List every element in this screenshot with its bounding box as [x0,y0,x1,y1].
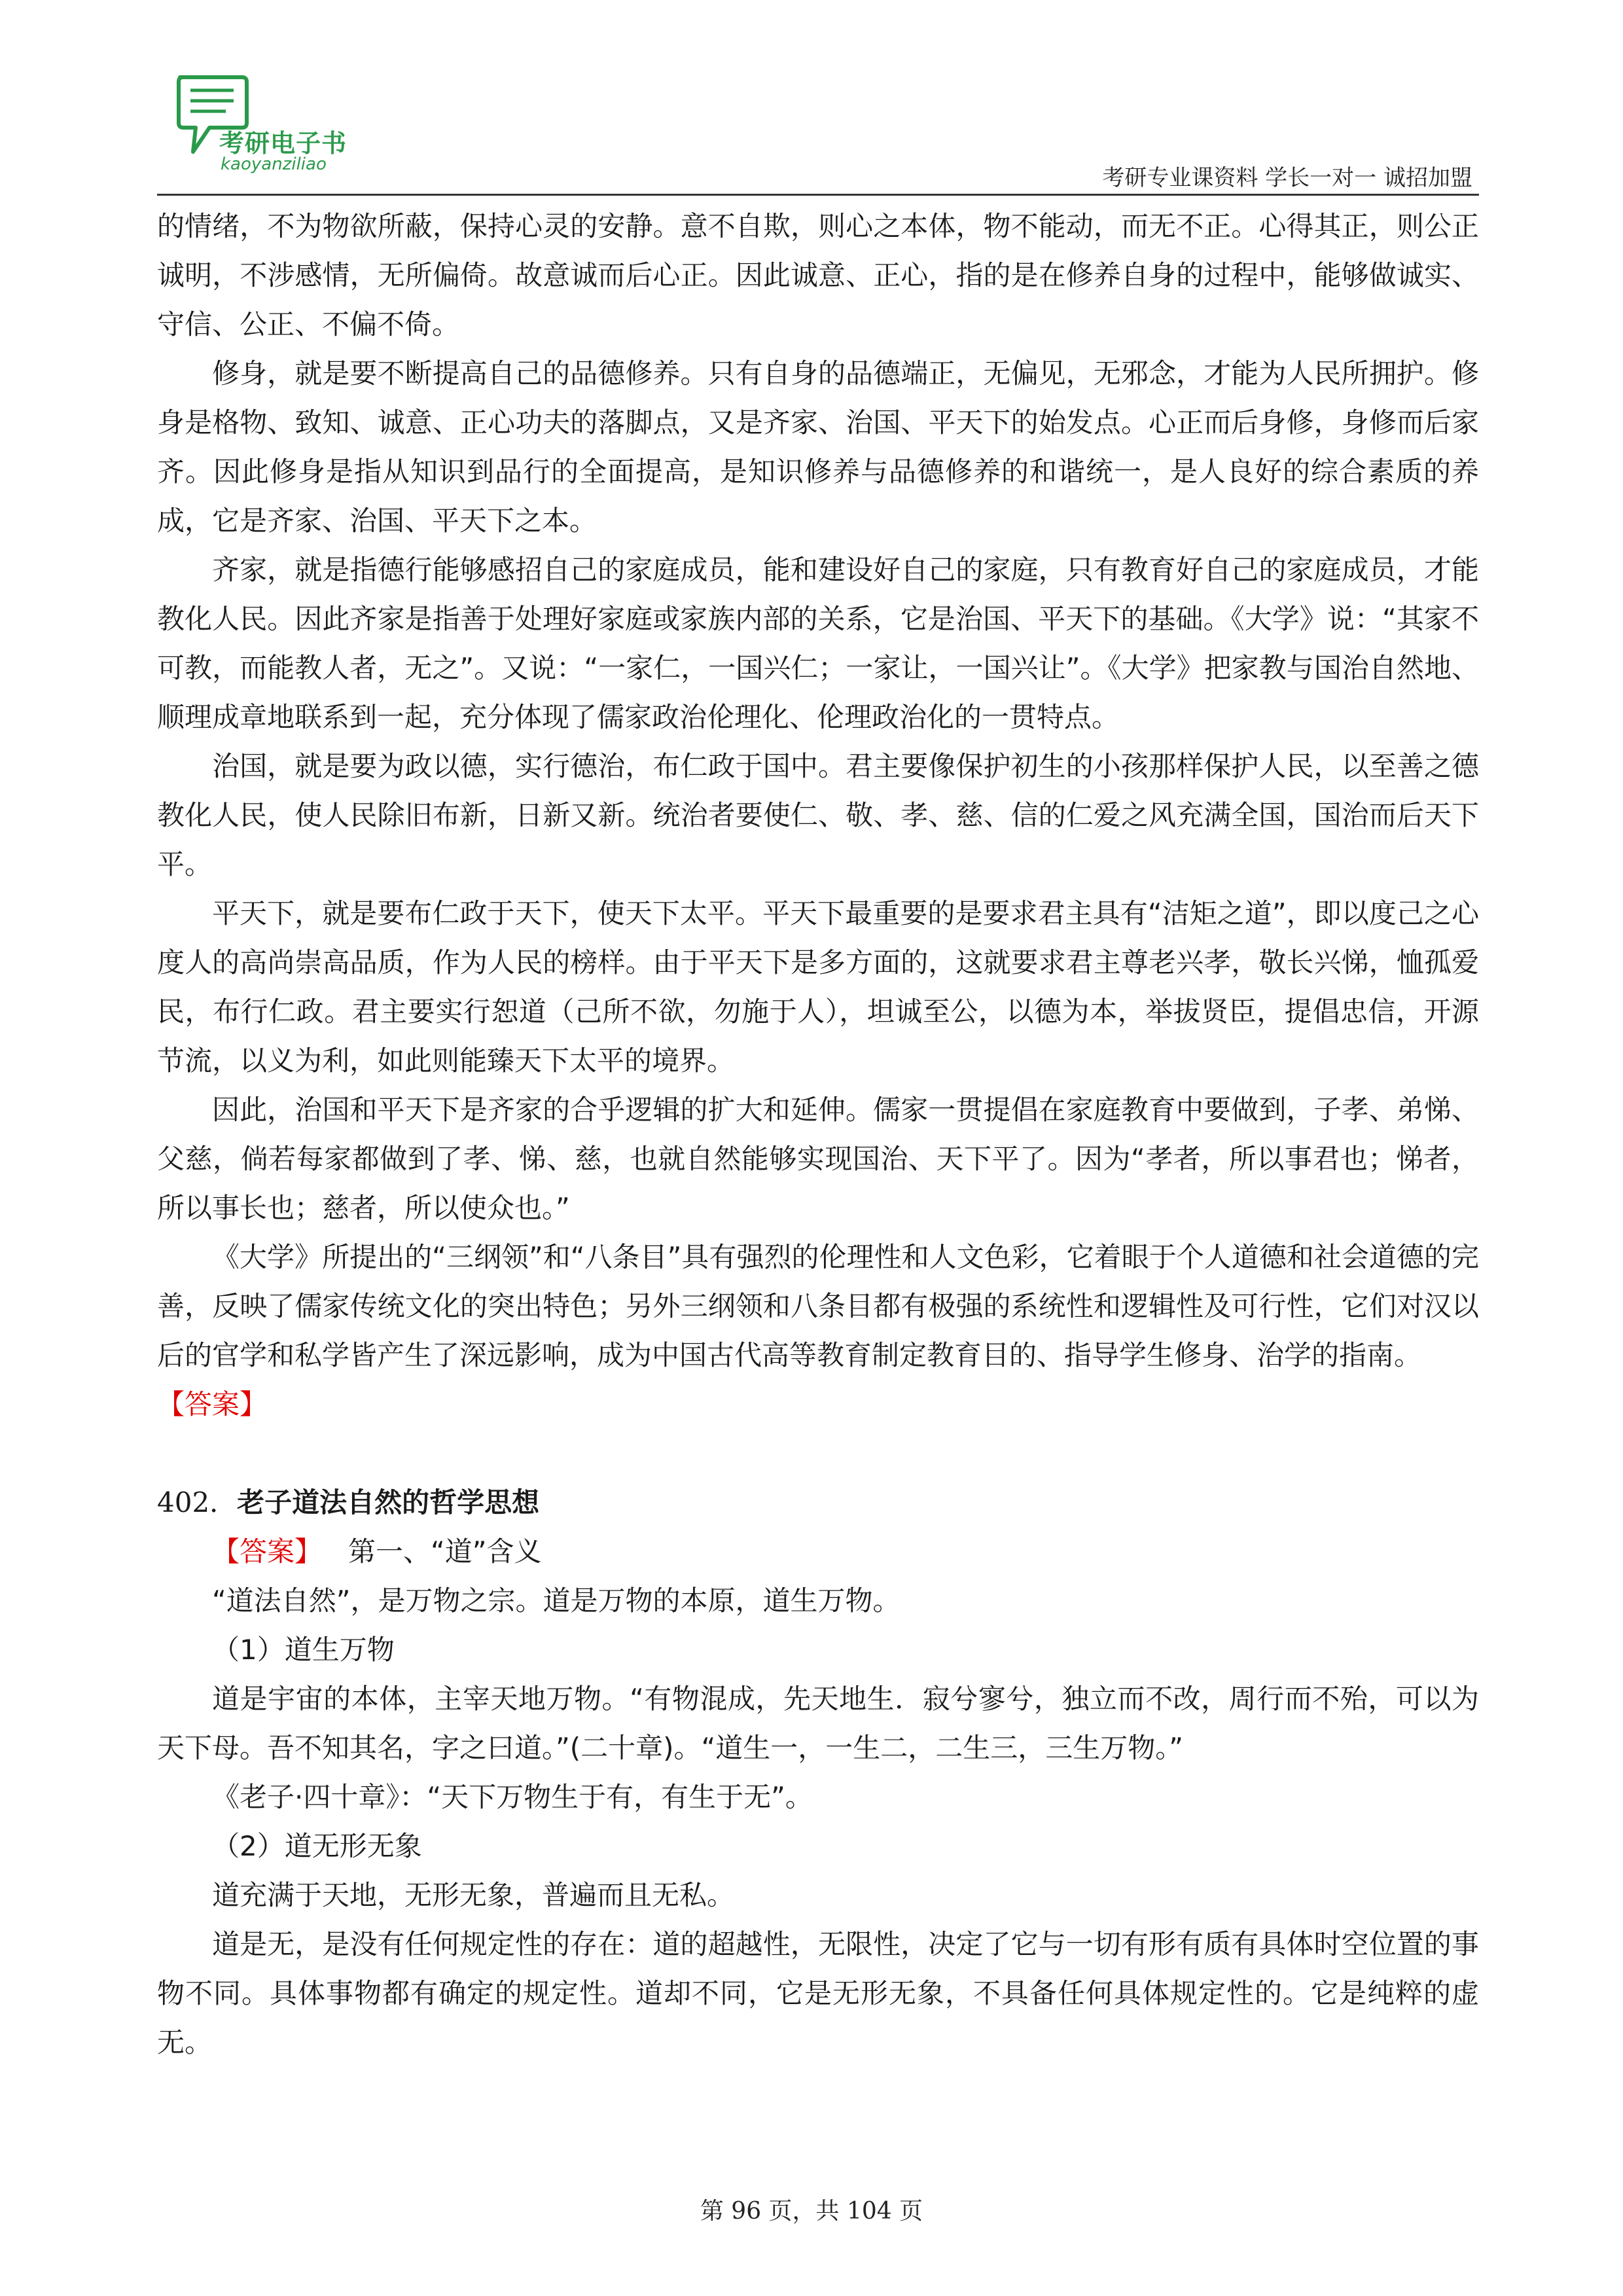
paragraph: 道是宇宙的本体，主宰天地万物。“有物混成，先天地生．寂兮寥兮，独立而不改，周行而不殆，可以为天下母。吾不知其名，字之曰道。”(二十章)。“道生一，一生二，二生三，三生万物。” [157,1683,1479,1764]
question-number: 402． [157,1486,238,1518]
paragraph: 治国，就是要为政以德，实行德治，布仁政于国中。君主要像保护初生的小孩那样保护人民，以至善之德教化人民，使人民除旧布新，日新又新。统治者要使仁、敬、孝、慈、信的仁爱之风充满全国，国治而后天下平。 [157,750,1479,880]
question-title: 老子道法自然的哲学思想 [237,1486,540,1518]
paragraph: 齐家，就是指德行能够感招自己的家庭成员，能和建设好自己的家庭，只有教育好自己的家庭成员，才能教化人民。因此齐家是指善于处理好家庭或家族内部的关系，它是治国、平天下的基础。《大学》说：“其家不可教，而能教人者，无之”。又说：“一家仁，一国兴仁；一家让，一国兴让”。《大学》把家教与国治自然地、顺理成章地联系到一起，充分体现了儒家政治伦理化、伦理政治化的一贯特点。 [157,554,1479,733]
logo [173,72,363,177]
paragraph: 的情绪，不为物欲所蔽，保持心灵的安静。意不自欺，则心之本体，物不能动，而无不正。心得其正，则公正诚明，不涉感情，无所偏倚。故意诚而后心正。因此诚意、正心，指的是在修养自身的过程中，能够做诚实、守信、公正、不偏不倚。 [157,210,1479,340]
paragraph: 《大学》所提出的“三纲领”和“八条目”具有强烈的伦理性和人文色彩，它着眼于个人道德和社会道德的完善，反映了儒家传统文化的突出特色；另外三纲领和八条目都有极强的系统性和逻辑性及可行性，它们对汉以后的官学和私学皆产生了深远影响，成为中国古代高等教育制定教育目的、指导学生修身、治学的指南。 [157,1241,1479,1371]
paragraph: 《老子·四十章》：“天下万物生于有，有生于无”。 [212,1781,813,1813]
paragraph: 因此，治国和平天下是齐家的合乎逻辑的扩大和延伸。儒家一贯提倡在家庭教育中要做到，子孝、弟悌、父慈，倘若每家都做到了孝、悌、慈，也就自然能够实现国治、天下平了。因为“孝者，所以事君也；悌者，所以事长也；慈者，所以使众也。” [157,1094,1479,1224]
answer-first-point: 第一、“道”含义 [348,1535,542,1568]
answer-line [157,1527,1479,1576]
document-body [157,202,1479,2067]
logo-text: 考研电子书 [219,129,348,158]
answer-label: 【答案】 [212,1535,323,1568]
answer-tag [157,1380,1479,1429]
paragraph: 平天下，就是要布仁政于天下，使天下太平。平天下最重要的是要求君主具有“洁矩之道”，即以度己之心度人的高尚崇高品质，作为人民的榜样。由于平天下是多方面的，这就要求君主尊老兴孝，敬长兴悌，恤孤爱民，布行仁政。君主要实行恕道（己所不欲，勿施于人），坦诚至公，以德为本，举拔贤臣，提倡忠信，开源节流，以义为利，如此则能臻天下太平的境界。 [157,897,1479,1077]
paragraph: “道法自然”，是万物之宗。道是万物的本原，道生万物。 [212,1585,901,1617]
spacer [157,1429,1479,1478]
logo-subtext: kaoyanziliao [221,154,327,174]
paragraph: 修身，就是要不断提高自己的品德修养。只有自身的品德端正，无偏见，无邪念，才能为人民所拥护。修身是格物、致知、诚意、正心功夫的落脚点，又是齐家、治国、平天下的始发点。心正而后身修，身修而后家齐。因此修身是指从知识到品行的全面提高，是知识修养与品德修养的和谐统一，是人良好的综合素质的养成，它是齐家、治国、平天下之本。 [157,357,1479,537]
paragraph: 道是无，是没有任何规定性的存在：道的超越性，无限性，决定了它与一切有形有质有具体时空位置的事物不同。具体事物都有确定的规定性。道却不同，它是无形无象，不具备任何具体规定性的。它是纯粹的虚无。 [157,1928,1479,2058]
subheading: （1）道生万物 [212,1634,395,1666]
paragraph: 道充满于天地，无形无象，普遍而且无私。 [212,1879,735,1911]
page-number: 第 96 页，共 104 页 [700,2198,923,2225]
subheading: （2）道无形无象 [212,1830,422,1862]
question-heading [157,1478,1479,1527]
answer-label: 【答案】 [157,1388,268,1420]
header-tagline: 考研专业课资料 学长一对一 诚招加盟 [1102,165,1472,191]
header-divider [157,194,1479,196]
